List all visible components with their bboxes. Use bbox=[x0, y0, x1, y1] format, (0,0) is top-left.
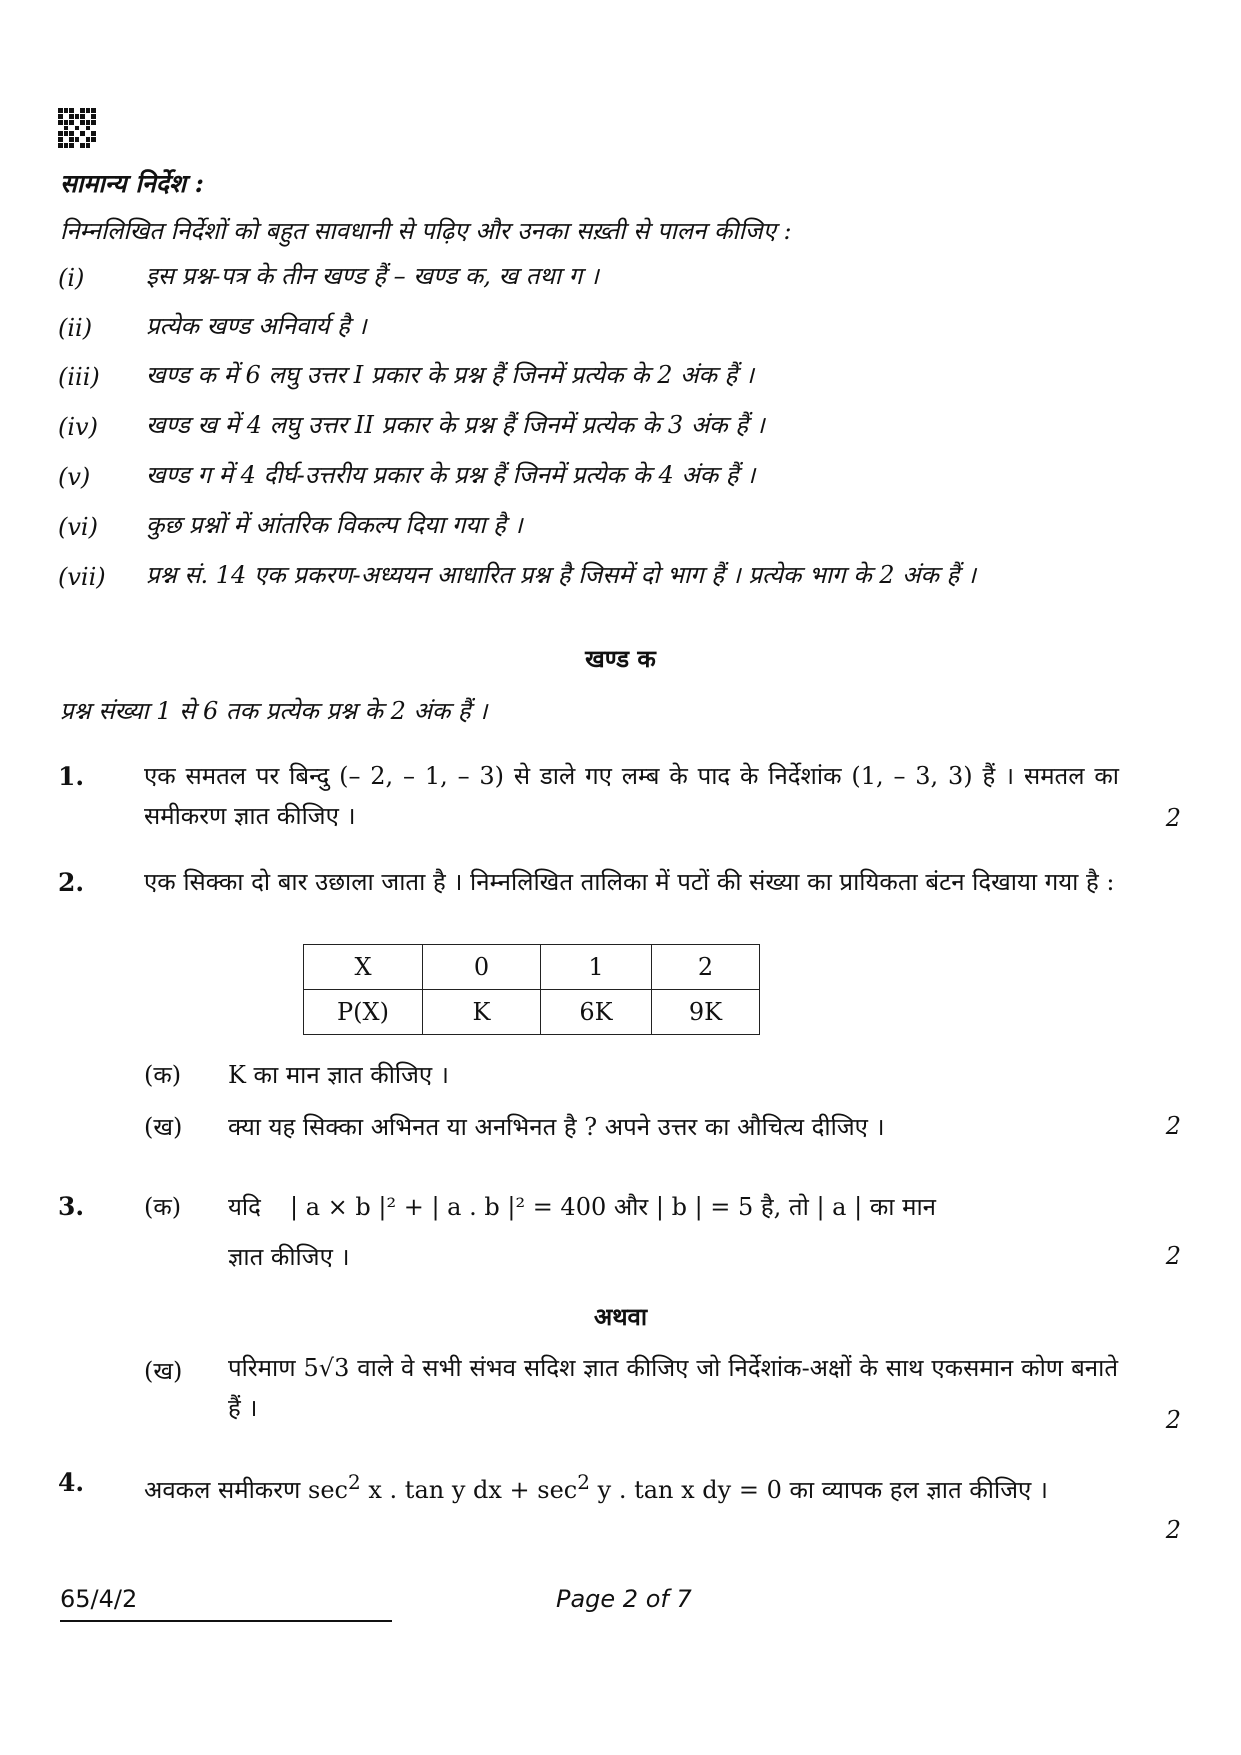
question-text: एक समतल पर बिन्दु (– 2, – 1, – 3) से डाले गए लम्ब के पाद के निर्देशांक (1, – 3, 3) हैं । समतल का समीकरण ज्ञात कीजिए । bbox=[144, 762, 1119, 830]
instruction-num: (ii) bbox=[58, 314, 93, 342]
marks: 2 bbox=[1165, 804, 1181, 832]
sub-question-text: ज्ञात कीजिए । bbox=[228, 1243, 350, 1271]
table-cell: 0 bbox=[423, 945, 541, 990]
question-text-part: x . tan y dx + sec bbox=[368, 1476, 578, 1504]
sub-label: (ख) bbox=[144, 1113, 183, 1141]
section-a-title: खण्ड क bbox=[585, 644, 656, 673]
instruction-text: इस प्रश्न-पत्र के तीन खण्ड हैं – खण्ड क, ख तथा ग । bbox=[146, 262, 599, 290]
sub-label: (क) bbox=[144, 1193, 182, 1221]
instruction-text: खण्ड ग में 4 दीर्घ-उत्तरीय प्रकार के प्रश्न हैं जिनमें प्रत्येक के 4 अंक हैं । bbox=[146, 461, 756, 489]
table-cell: 6K bbox=[541, 990, 652, 1035]
marks: 2 bbox=[1165, 1516, 1181, 1544]
or-label: अथवा bbox=[593, 1302, 648, 1331]
footer-underline bbox=[60, 1620, 392, 1622]
table-row bbox=[304, 990, 760, 1035]
qr-code-icon bbox=[58, 108, 96, 148]
instruction-text: प्रश्न सं. 14 एक प्रकरण-अध्ययन आधारित प्रश्न है जिसमें दो भाग हैं । प्रत्येक भाग के 2 अंक हैं । bbox=[146, 561, 977, 589]
instruction-num: (vii) bbox=[58, 563, 106, 591]
question-number: 3. bbox=[58, 1192, 85, 1221]
table-cell: 1 bbox=[541, 945, 652, 990]
question-number: 4. bbox=[58, 1468, 85, 1497]
sub-question-text: यदि bbox=[228, 1193, 261, 1221]
question-number: 2. bbox=[58, 868, 85, 897]
instruction-text: कुछ प्रश्नों में आंतरिक विकल्प दिया गया है । bbox=[146, 511, 523, 539]
sub-question-text: K का मान ज्ञात कीजिए । bbox=[228, 1061, 449, 1089]
paper-code: 65/4/2 bbox=[60, 1585, 138, 1613]
instruction-text: खण्ड ख में 4 लघु उत्तर II प्रकार के प्रश्न हैं जिनमें प्रत्येक के 3 अंक हैं । bbox=[146, 411, 765, 439]
table-cell: 2 bbox=[652, 945, 760, 990]
instruction-num: (vi) bbox=[58, 513, 98, 541]
question-number: 1. bbox=[58, 762, 85, 791]
table-cell: K bbox=[423, 990, 541, 1035]
table-row bbox=[304, 945, 760, 990]
sub-label: (ख) bbox=[144, 1357, 183, 1385]
sub-question-text: क्या यह सिक्का अभिनत या अनभिनत है ? अपने उत्तर का औचित्य दीजिए । bbox=[228, 1113, 885, 1141]
sub-question-text: परिमाण 5√3 वाले वे सभी संभव सदिश ज्ञात कीजिए जो निर्देशांक-अक्षों के साथ एकसमान कोण बनाते हैं । bbox=[228, 1354, 1118, 1422]
instruction-text: प्रत्येक खण्ड अनिवार्य है । bbox=[146, 312, 367, 340]
instruction-text: खण्ड क में 6 लघु उत्तर I प्रकार के प्रश्न हैं जिनमें प्रत्येक के 2 अंक हैं । bbox=[146, 361, 754, 389]
marks: 2 bbox=[1165, 1406, 1181, 1434]
instruction-num: (iv) bbox=[58, 413, 98, 441]
question-text-part: y . tan x dy = 0 का व्यापक हल ज्ञात कीजिए । bbox=[597, 1476, 1048, 1504]
general-instructions-title: सामान्य निर्देश : bbox=[60, 169, 204, 198]
marks: 2 bbox=[1165, 1242, 1181, 1270]
probability-table bbox=[303, 944, 760, 1035]
exponent: 2 bbox=[348, 1470, 361, 1494]
section-a-note: प्रश्न संख्या 1 से 6 तक प्रत्येक प्रश्न के 2 अंक हैं । bbox=[60, 697, 488, 725]
question-text: एक सिक्का दो बार उछाला जाता है । निम्नलिखित तालिका में पटों की संख्या का प्रायिकता बंटन दिखाया गया है : bbox=[144, 868, 1115, 896]
question-text bbox=[144, 1462, 1119, 1510]
table-cell: X bbox=[304, 945, 423, 990]
table-cell: 9K bbox=[652, 990, 760, 1035]
page-number: Page 2 of 7 bbox=[556, 1585, 692, 1613]
instruction-num: (v) bbox=[58, 463, 91, 491]
vector-expression: | a × b |² + | a . b |² = 400 और | b | = 5 है, तो | a | का मान bbox=[290, 1193, 936, 1221]
table-cell: P(X) bbox=[304, 990, 423, 1035]
marks: 2 bbox=[1165, 1112, 1181, 1140]
instruction-num: (i) bbox=[58, 264, 85, 292]
instruction-num: (iii) bbox=[58, 363, 100, 391]
sub-label: (क) bbox=[144, 1061, 182, 1089]
exponent: 2 bbox=[577, 1470, 590, 1494]
question-text-part: अवकल समीकरण sec bbox=[144, 1476, 348, 1504]
instructions-intro: निम्नलिखित निर्देशों को बहुत सावधानी से पढ़िए और उनका सख़्ती से पालन कीजिए : bbox=[60, 217, 792, 245]
